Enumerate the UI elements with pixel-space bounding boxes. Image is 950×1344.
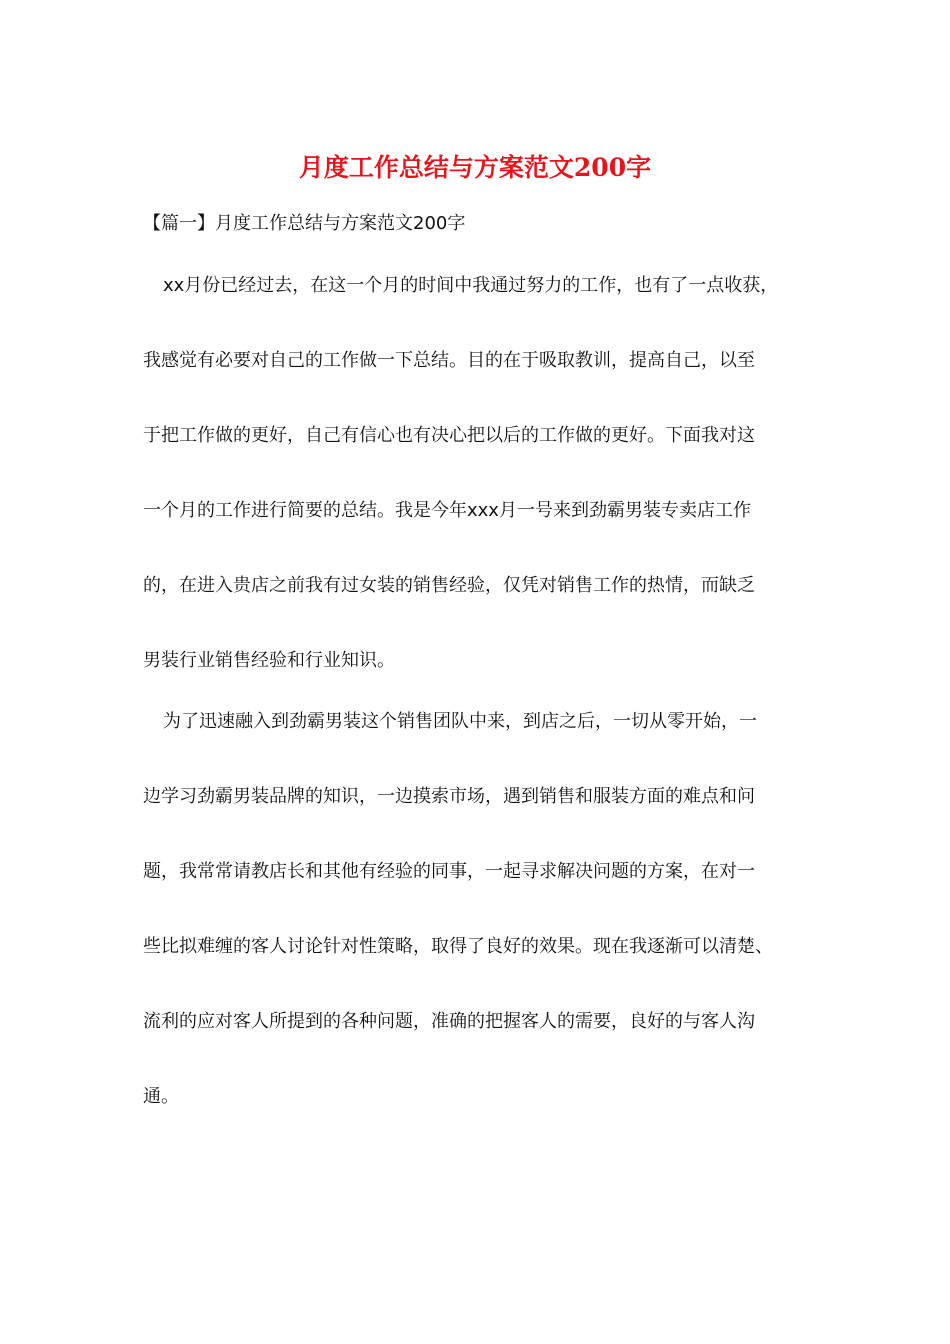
paragraph-2-line-5: 流利的应对客人所提到的各种问题，准确的把握客人的需要，良好的与客人沟 <box>143 1011 755 1032</box>
paragraph-2-line-4: 些比拟难缠的客人讨论针对性策略，取得了良好的效果。现在我逐渐可以清楚、 <box>143 936 773 957</box>
paragraph-1-line-5: 的，在进入贵店之前我有过女装的销售经验，仅凭对销售工作的热情，而缺乏 <box>143 575 755 596</box>
paragraph-2-line-2: 边学习劲霸男装品牌的知识，一边摸索市场，遇到销售和服装方面的难点和问 <box>143 786 755 807</box>
paragraph-2-line-1: 为了迅速融入到劲霸男装这个销售团队中来，到店之后，一切从零开始，一 <box>163 711 757 732</box>
paragraph-1-line-6: 男装行业销售经验和行业知识。 <box>143 650 395 671</box>
document-title: 月度工作总结与方案范文200字 <box>298 153 652 182</box>
paragraph-1-line-4: 一个月的工作进行简要的总结。我是今年xxx月一号来到劲霸男装专卖店工作 <box>143 500 751 521</box>
paragraph-2-line-3: 题，我常常请教店长和其他有经验的同事，一起寻求解决问题的方案，在对一 <box>143 861 755 882</box>
paragraph-1-line-2: 我感觉有必要对自己的工作做一下总结。目的在于吸取教训，提高自己，以至 <box>143 350 755 371</box>
paragraph-2-line-6: 通。 <box>143 1086 179 1107</box>
paragraph-1-line-3: 于把工作做的更好，自己有信心也有决心把以后的工作做的更好。下面我对这 <box>143 425 755 446</box>
paragraph-1-line-1: xx月份已经过去，在这一个月的时间中我通过努力的工作，也有了一点收获， <box>163 275 779 296</box>
section-heading: 【篇一】月度工作总结与方案范文200字 <box>143 213 466 234</box>
